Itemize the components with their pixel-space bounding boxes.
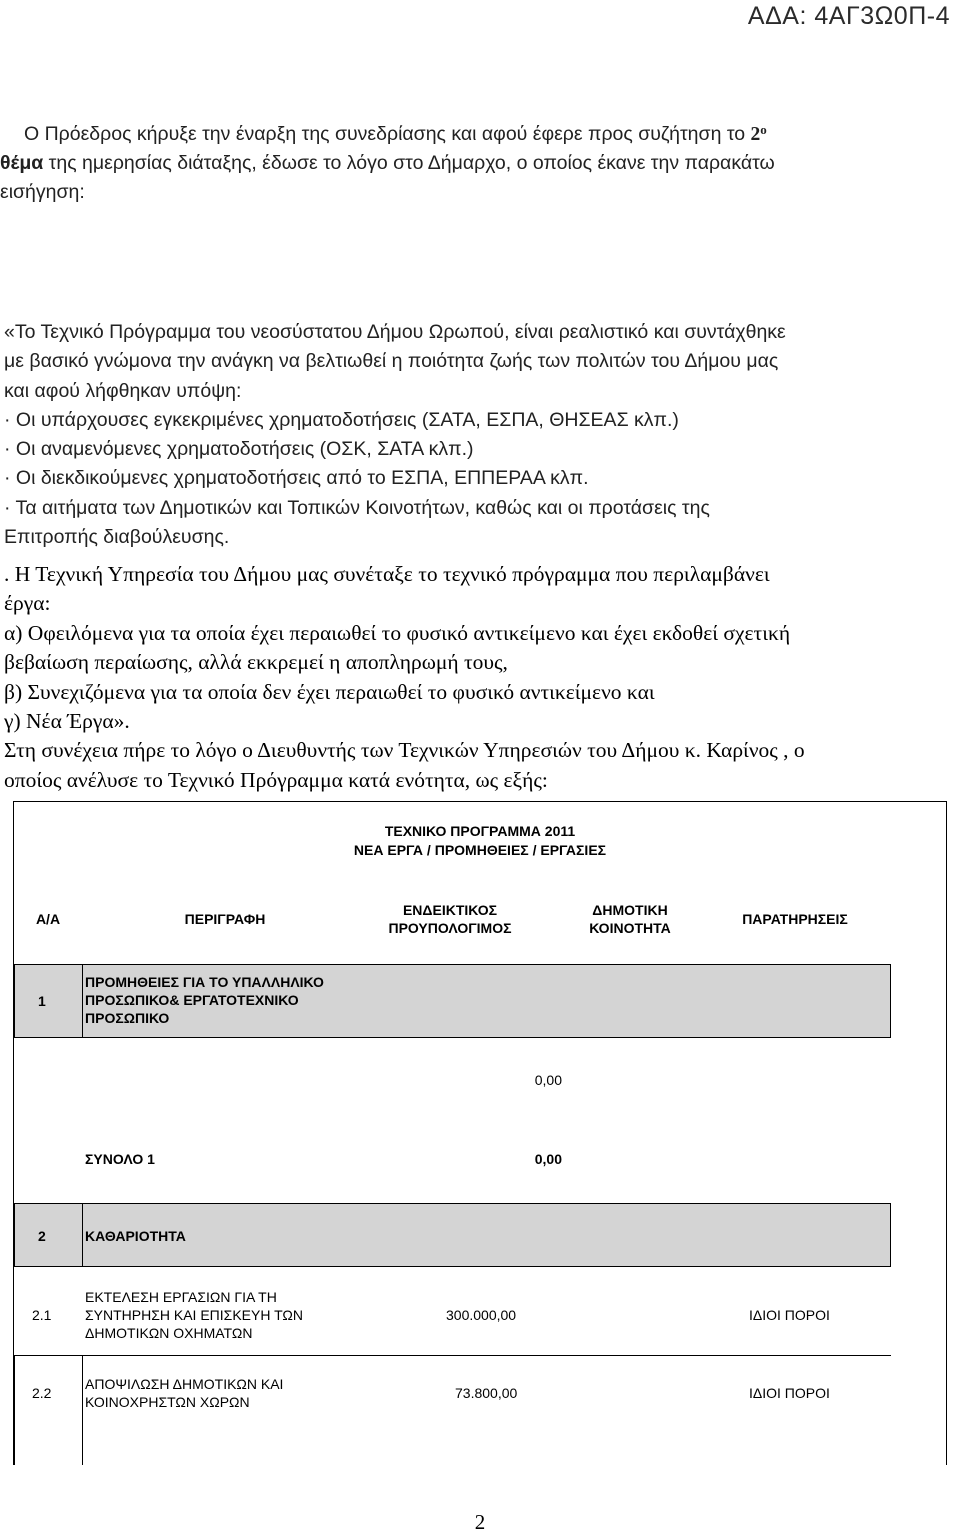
- table-rule: [14, 1037, 891, 1038]
- intro-line-2: θέμα της ημερησίας διάταξης, έδωσε το λόγο στο Δήμαρχο, ο οποίος έκανε την παρακάτω: [0, 152, 775, 174]
- table-rule: [82, 964, 83, 1038]
- intro-line-3: εισήγηση:: [0, 181, 85, 203]
- table-rule: [14, 1355, 891, 1356]
- header-remarks: ΠΑΡΑΤΗΡΗΣΕΙΣ: [742, 911, 848, 927]
- row-aa: 2.2: [32, 1385, 52, 1401]
- agenda-item-number: 2: [750, 124, 761, 145]
- table-rule: [14, 1203, 891, 1204]
- intro-line-1: Ο Πρόεδρος κήρυξε την έναρξη της συνεδρίασης και αφού έφερε προς συζήτηση το $2^o$: [24, 122, 767, 145]
- quote-line: Επιτροπής διαβούλευσης.: [4, 526, 230, 549]
- section-1-total-amount: 0,00: [534, 1151, 562, 1167]
- body-line: Στη συνέχεια πήρε το λόγο ο Διευθυντής των Τεχνικών Υπηρεσιών του Δήμου κ. Καρίνος , ο: [4, 738, 805, 763]
- header-aa: Α/Α: [35, 911, 61, 927]
- quote-line: και αφού λήφθηκαν υπόψη:: [4, 379, 242, 402]
- row-description: ΕΚΤΕΛΕΣΗ ΕΡΓΑΣΙΩΝ ΓΙΑ ΤΗ ΣΥΝΤΗΡΗΣΗ ΚΑΙ ΕΠΙΣΚΕΥΗ ΤΩΝ ΔΗΜΟΤΙΚΩΝ ΟΧΗΜΑΤΩΝ: [85, 1289, 303, 1341]
- body-line: . Η Τεχνική Υπηρεσία του Δήμου μας συνέταξε το τεχνικό πρόγραμμα που περιλαμβάνει: [4, 562, 770, 586]
- quote-bullet: · Τα αιτήματα των Δημοτικών και Τοπικών Κοινοτήτων, καθώς και οι προτάσεις της: [4, 496, 710, 519]
- table-rule: [14, 964, 891, 965]
- quote-line: «Το Τεχνικό Πρόγραμμα του νεοσύστατου Δήμου Ωρωπού, είναι ρεαλιστικό και συντάχθηκε: [4, 321, 786, 343]
- section-2-number: 2: [38, 1228, 46, 1244]
- proposal-quote: [4, 318, 954, 552]
- quote-line: με βασικό γνώμονα την ανάγκη να βελτιωθεί η ποιότητα ζωής των πολιτών του Δήμου μας: [4, 350, 779, 373]
- table-rule: [14, 1203, 15, 1267]
- body-line: γ) Νέα Έργα».: [4, 709, 130, 734]
- header-community: ΔΗΜΟΤΙΚΗ ΚΟΙΝΟΤΗΤΑ: [589, 902, 671, 936]
- section-1-title: ΠΡΟΜΗΘΕΙΕΣ ΓΙΑ ΤΟ ΥΠΑΛΛΗΛΙΚΟ ΠΡΟΣΩΠΙΚΟ& ΕΡΓΑΤΟΤΕΧΝΙΚΟ ΠΡΟΣΩΠΙΚΟ: [85, 974, 324, 1026]
- section-2-title: ΚΑΘΑΡΙΟΤΗΤΑ: [85, 1228, 186, 1244]
- section-1-number: 1: [38, 993, 46, 1009]
- table-title: ΤΕΧΝΙΚΟ ΠΡΟΓΡΑΜΜΑ 2011 ΝΕΑ ΕΡΓΑ / ΠΡΟΜΗΘΕΙΕΣ / ΕΡΓΑΣΙΕΣ: [353, 823, 607, 858]
- page-number: 2: [474, 1510, 486, 1534]
- body-line: α) Οφειλόμενα για τα οποία έχει περαιωθεί το φυσικό αντικείμενο και έχει εκδοθεί σχετική: [4, 620, 791, 645]
- row-description: ΑΠΟΨΙΛΩΣΗ ΔΗΜΟΤΙΚΩΝ ΚΑΙ ΚΟΙΝΟΧΡΗΣΤΩΝ ΧΩΡΩΝ: [85, 1376, 284, 1410]
- body-line: έργα:: [4, 591, 51, 616]
- table-rule: [82, 1355, 83, 1465]
- quote-bullet: · Οι διεκδικούμενες χρηματοδοτήσεις από το ΕΣΠΑ, ΕΠΠΕΡΑΑ κλπ.: [4, 467, 589, 490]
- table-rule: [890, 964, 891, 1038]
- body-paragraph: [4, 560, 954, 795]
- body-line: οποίος ανέλυσε το Τεχνικό Πρόγραμμα κατά ενότητα, ως εξής:: [4, 767, 548, 792]
- body-line: βεβαίωση περαίωσης, αλλά εκκρεμεί η αποπληρωμή τους,: [4, 650, 508, 675]
- quote-bullet: · Οι αναμενόμενες χρηματοδοτήσεις (ΟΣΚ, ΣΑΤΑ κλπ.): [4, 438, 474, 461]
- table-rule: [14, 1355, 15, 1465]
- table-rule: [82, 1203, 83, 1267]
- row-budget: 300.000,00: [446, 1307, 517, 1323]
- ada-watermark: ΑΔΑ: 4ΑΓ3Ω0Π-4: [747, 2, 950, 30]
- row-budget: 73.800,00: [455, 1385, 518, 1401]
- intro-paragraph: [0, 115, 940, 207]
- section-1-amount: 0,00: [534, 1072, 562, 1088]
- table-rule: [14, 964, 15, 1038]
- table-rule: [890, 1203, 891, 1267]
- body-line: β) Συνεχιζόμενα για τα οποία δεν έχει περαιωθεί το φυσικό αντικείμενο και: [4, 679, 655, 704]
- header-budget: ΕΝΔΕΙΚΤΙΚΟΣ ΠΡΟΥΠΟΛΟΓΙΜΟΣ: [388, 902, 512, 936]
- section-1-total-label: ΣΥΝΟΛΟ 1: [85, 1151, 155, 1167]
- header-description: ΠΕΡΙΓΡΑΦΗ: [184, 911, 266, 927]
- quote-bullet: · Οι υπάρχουσες εγκεκριμένες χρηματοδοτήσεις (ΣΑΤΑ, ΕΣΠΑ, ΘΗΣΕΑΣ κλπ.): [4, 408, 679, 431]
- row-remarks: ΙΔΙΟΙ ΠΟΡΟΙ: [749, 1307, 830, 1323]
- row-aa: 2.1: [32, 1307, 52, 1323]
- row-remarks: ΙΔΙΟΙ ΠΟΡΟΙ: [749, 1385, 830, 1401]
- table-rule: [14, 1266, 891, 1267]
